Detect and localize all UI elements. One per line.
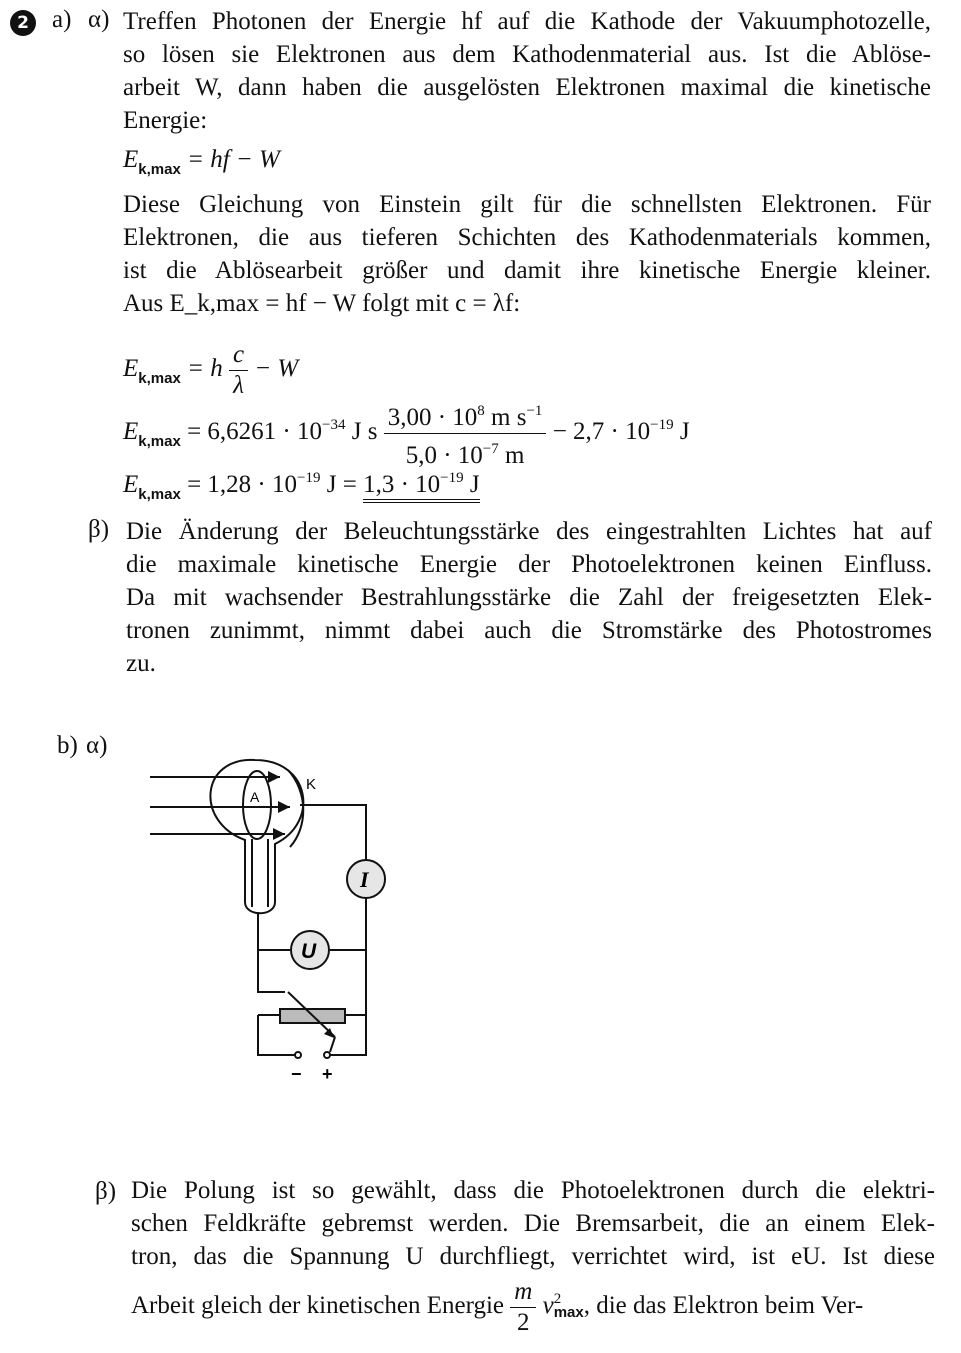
eq-operator: = h — [187, 355, 223, 383]
photocell-circuit-diagram — [140, 752, 400, 1092]
eq-tail: − 2,7 · 10 — [552, 418, 651, 446]
text-line: Diese Gleichung von Einstein gilt für die schnellsten Elektronen. Für — [123, 191, 931, 218]
equation-einstein — [123, 146, 280, 178]
text-line: schen Feldkräfte gebremst werden. Die Bremsarbeit, die an einem Elek- — [131, 1210, 935, 1237]
eq-lhs-sub: k,max — [138, 370, 181, 388]
eq-lhs: E — [123, 355, 139, 383]
arrowhead — [268, 771, 280, 783]
eq-lhs-sub: k,max — [138, 161, 181, 178]
frac-num-exponent: 8 — [477, 403, 485, 419]
photocell-bulb — [210, 760, 303, 913]
anode-label: A — [250, 789, 260, 805]
voltmeter-label: U — [301, 940, 317, 963]
arrowhead — [324, 1028, 334, 1038]
minus-label: − — [291, 1064, 302, 1084]
eq-lhs: E — [123, 471, 139, 498]
part-a-alpha-label: α) — [88, 6, 110, 33]
wire — [258, 950, 285, 992]
eq-lhs-sub: k,max — [138, 433, 181, 451]
text-line: zu. — [126, 650, 156, 677]
frac-den-unit: m — [498, 442, 525, 469]
text-segment: , die das Elektron beim Ver- — [583, 1292, 864, 1320]
fraction — [510, 1277, 536, 1338]
part-a-beta-text — [126, 515, 932, 680]
ammeter-label: I — [360, 867, 369, 892]
eq-unit: J s — [345, 418, 378, 446]
text-segment: Arbeit gleich der kinetischen Energie — [131, 1292, 505, 1320]
frac-numerator: c — [229, 340, 248, 371]
text-line: Energie: — [123, 107, 208, 134]
part-a-beta-label: β) — [88, 516, 110, 543]
text-line: arbeit W, dann haben die ausgelösten Elektronen maximal die kinetische — [123, 74, 931, 101]
cathode — [288, 770, 303, 847]
frac-denominator: λ — [233, 372, 244, 399]
text-line: Die Polung ist so gewählt, dass die Photoelektronen durch die elektri- — [131, 1177, 935, 1204]
frac-numerator: m — [510, 1277, 536, 1308]
equation-wavelength — [123, 340, 298, 401]
terminal-plus — [324, 1052, 330, 1058]
text-line: tron, das die Spannung U durchfliegt, verrichtet wird, ist eU. Ist diese — [131, 1243, 935, 1270]
part-b-beta-last-line — [131, 1277, 863, 1338]
eq-exponent: −34 — [322, 417, 346, 434]
wire — [300, 805, 366, 862]
text-line: die maximale kinetische Energie der Photoelektronen keinen Einfluss. — [126, 551, 932, 578]
part-b-alpha-label: α) — [86, 732, 108, 759]
part-a-alpha-intro — [123, 5, 931, 137]
anode — [243, 771, 271, 839]
velocity-exponent: 2 — [553, 1291, 562, 1308]
frac-denominator: 5,0 · 10 — [405, 442, 483, 469]
text-line: Die Änderung der Beleuchtungsstärke des eingestrahlten Lichtes hat auf — [126, 518, 932, 545]
frac-denominator: 2 — [517, 1309, 530, 1336]
text-line: Da mit wachsender Bestrahlungsstärke die Zahl der freigesetzten Elek- — [126, 584, 932, 611]
text-line: Treffen Photonen der Energie hf auf die Kathode der Vakuumphotozelle, — [123, 8, 931, 35]
eq-lhs: E — [123, 418, 139, 446]
eq-value: = 6,6261 · 10 — [187, 418, 323, 446]
eq-mid: J = — [320, 471, 364, 498]
part-a-alpha-explanation — [123, 188, 931, 320]
fraction — [229, 340, 248, 401]
text-line: Aus E_k,max = hf − W folgt mit c = λf: — [123, 290, 521, 317]
velocity-symbol: v — [542, 1292, 554, 1320]
task-number-badge: 2 — [10, 10, 36, 36]
eq-value: = 1,28 · 10 — [187, 471, 298, 498]
slider-lead — [330, 1037, 335, 1052]
text-line: ist die Ablösearbeit größer und damit ihre kinetische Energie kleiner. — [123, 257, 931, 284]
text-line: Elektronen, die aus tieferen Schichten des Kathodenmaterials kommen, — [123, 224, 931, 251]
equation-numeric — [123, 396, 690, 471]
result-value: 1,3 · 10 — [363, 471, 441, 498]
fraction — [384, 396, 547, 471]
text-line: so lösen sie Elektronen aus dem Kathodenmaterial aus. Ist die Ablöse- — [123, 41, 931, 68]
part-b-beta-label: β) — [95, 1178, 117, 1205]
eq-lhs: E — [123, 146, 139, 173]
arrowhead — [278, 801, 290, 813]
frac-den-exponent: −7 — [482, 441, 499, 457]
result-unit: J — [463, 471, 480, 498]
equation-result — [123, 470, 480, 503]
result-exponent: −19 — [440, 470, 464, 486]
eq-tail: − W — [254, 355, 299, 383]
text-line: tronen zunimmt, nimmt dabei auch die Stromstärke des Photostromes — [126, 617, 932, 644]
part-b-beta-text — [131, 1174, 935, 1273]
frac-num-unit: m s — [484, 404, 527, 431]
cathode-label: K — [306, 776, 317, 793]
plus-label: + — [322, 1064, 333, 1084]
result-double-underlined — [363, 471, 480, 503]
eq-rhs: = hf − W — [187, 146, 280, 173]
eq-lhs-sub: k,max — [138, 486, 181, 503]
part-b-label: b) — [57, 732, 78, 759]
terminal-minus — [295, 1052, 301, 1058]
eq-exponent: −19 — [297, 470, 321, 486]
frac-num-unit-exponent: −1 — [526, 403, 543, 419]
part-a-label: a) — [52, 6, 72, 33]
velocity-subscript: max — [553, 1304, 584, 1322]
eq-tail-unit: J — [673, 418, 690, 446]
frac-numerator: 3,00 · 10 — [387, 404, 478, 431]
eq-tail-exponent: −19 — [650, 417, 674, 434]
